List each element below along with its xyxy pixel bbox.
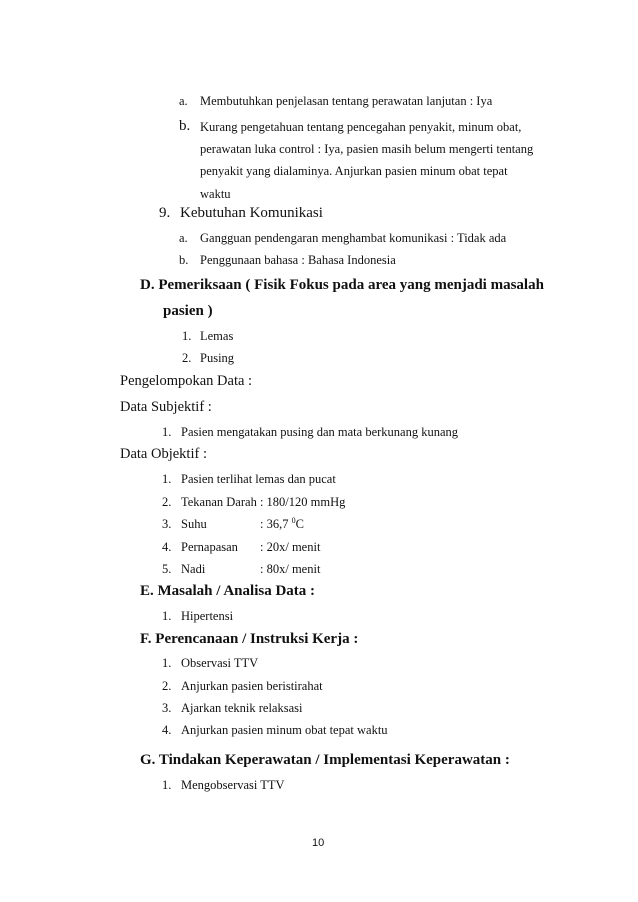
list-item-text: Tekanan Darah : 180/120 mmHg (181, 495, 346, 509)
list-item-text: perawatan luka control : Iya, pasien masih belum mengerti tentang (200, 142, 534, 156)
list-item-text: Lemas (200, 329, 234, 343)
section-heading: G. Tindakan Keperawatan / Implementasi Keperawatan : (140, 752, 510, 768)
objective-title: Data Objektif : (120, 446, 207, 462)
list-marker: 1. (162, 778, 172, 792)
section-heading: pasien ) (163, 303, 213, 319)
vital-value: : 80x/ menit (260, 562, 321, 576)
list-marker: b. (179, 118, 191, 134)
list-item-text: Ajarkan teknik relaksasi (181, 701, 303, 715)
list-marker: 4. (162, 540, 172, 554)
list-marker: 3. (162, 517, 172, 531)
list-marker: 2. (162, 679, 172, 693)
vital-value (260, 515, 304, 531)
vital-label: Nadi (181, 562, 206, 576)
list-marker: 1. (162, 425, 172, 439)
subjective-title: Data Subjektif : (120, 399, 212, 415)
section-heading: E. Masalah / Analisa Data : (140, 583, 316, 599)
list-item-text: Pasien terlihat lemas dan pucat (181, 472, 336, 486)
list-item-text: Hipertensi (181, 609, 234, 623)
list-marker: 1. (162, 656, 172, 670)
vital-label: Suhu (181, 517, 207, 531)
list-item-text: Anjurkan pasien minum obat tepat waktu (181, 723, 388, 737)
section-heading: F. Perencanaan / Instruksi Kerja : (140, 631, 359, 647)
list-marker: 4. (162, 723, 172, 737)
vital-label: Pernapasan (181, 540, 238, 554)
list-marker: 9. (159, 205, 171, 221)
subsection-title: Kebutuhan Komunikasi (180, 205, 323, 221)
list-marker: 2. (162, 495, 172, 509)
degree-superscript: 0 (291, 515, 296, 525)
section-heading: D. Pemeriksaan ( Fisik Fokus pada area yang menjadi masalah (140, 277, 544, 293)
list-marker: 1. (162, 609, 172, 623)
vital-value-number: : 36,7 (260, 517, 292, 531)
list-item-text: Anjurkan pasien beristirahat (181, 679, 323, 693)
list-marker: b. (179, 253, 189, 267)
vital-value: : 20x/ menit (260, 540, 321, 554)
list-item-text: Penggunaan bahasa : Bahasa Indonesia (200, 253, 396, 267)
list-marker: 1. (182, 329, 192, 343)
grouping-title: Pengelompokan Data : (120, 373, 253, 389)
list-item-text: Pasien mengatakan pusing dan mata berkunang kunang (181, 425, 459, 439)
list-item-text: Gangguan pendengaran menghambat komunikasi : Tidak ada (200, 231, 507, 245)
list-marker: 1. (162, 472, 172, 486)
page-number: 10 (312, 837, 325, 849)
list-item-text: Membutuhkan penjelasan tentang perawatan lanjutan : Iya (200, 94, 493, 108)
list-item-text: Observasi TTV (181, 656, 259, 670)
list-marker: 3. (162, 701, 172, 715)
list-marker: a. (179, 231, 188, 245)
list-item-text: Kurang pengetahuan tentang pencegahan penyakit, minum obat, (200, 120, 522, 134)
list-marker: 2. (182, 351, 192, 365)
list-marker: 5. (162, 562, 172, 576)
list-item-text: penyakit yang dialaminya. Anjurkan pasien minum obat tepat (200, 164, 508, 178)
list-item-text: Pusing (200, 351, 235, 365)
list-marker: a. (179, 94, 188, 108)
list-item-text: Mengobservasi TTV (181, 778, 285, 792)
vital-value-unit: C (295, 517, 304, 531)
list-item-text: waktu (200, 187, 231, 201)
